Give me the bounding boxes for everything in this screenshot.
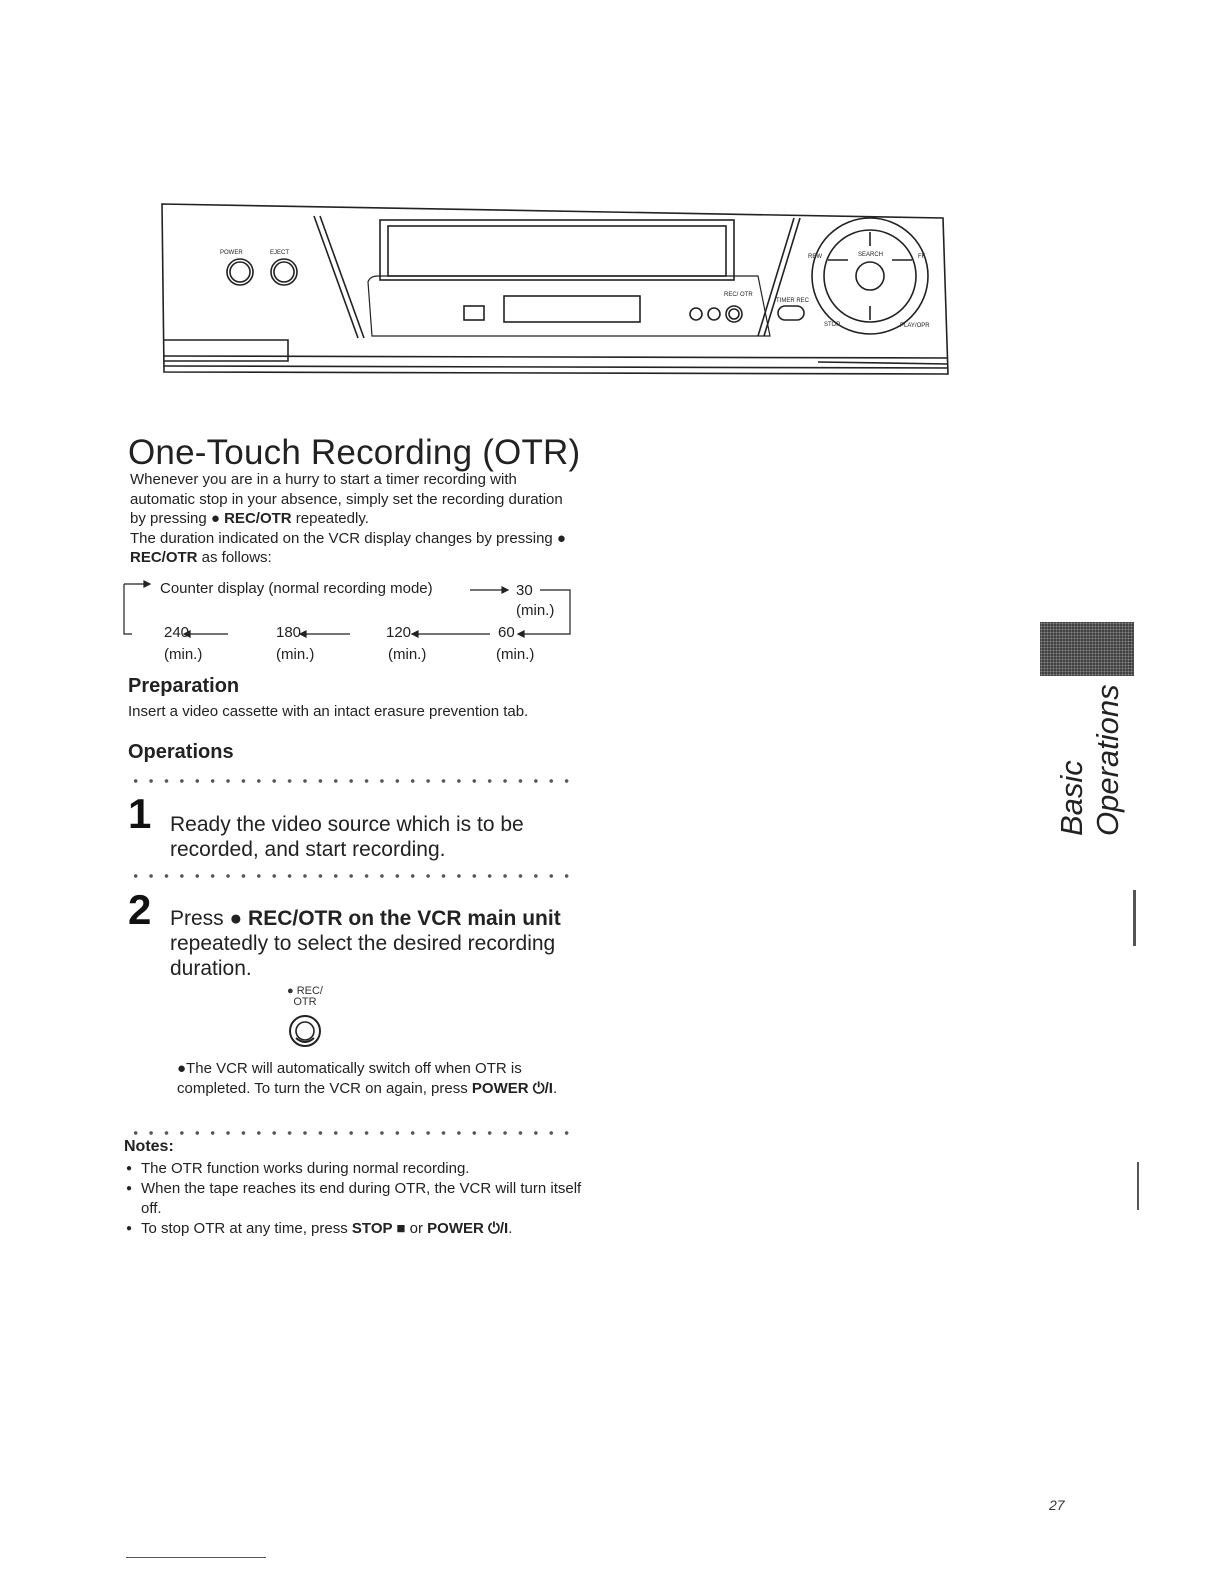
edge-mark <box>1133 890 1136 946</box>
step-1-number: 1 <box>128 790 152 837</box>
flow-180: 180 <box>276 624 302 641</box>
step-2-text: Press ● REC/OTR on the VCR main unit repeatedly to select the desired recording duration. <box>170 907 561 980</box>
preparation-text: Insert a video cassette with an intact erasure prevention tab. <box>128 703 529 720</box>
notes-list <box>124 1159 584 1239</box>
vcr-power-label: POWER <box>220 250 243 256</box>
dotted-divider <box>128 873 574 879</box>
dotted-divider <box>128 778 574 784</box>
list-item: ● When the tape reaches its end during OTR, the VCR will turn itself off. <box>124 1179 584 1219</box>
list-item: ● To stop OTR at any time, press STOP ■ or POWER ⏻/I. <box>124 1219 584 1239</box>
flow-60-unit: (min.) <box>496 646 535 663</box>
preparation-heading: Preparation <box>128 675 240 697</box>
section-tab-marker <box>1040 622 1134 676</box>
list-item: ● The OTR function works during normal recording. <box>124 1159 584 1179</box>
edge-mark <box>1137 1162 1139 1210</box>
section-side-title: Basic Operations <box>1054 684 1125 836</box>
flow-180-unit: (min.) <box>276 646 315 663</box>
flow-30-unit: (min.) <box>516 602 555 619</box>
edge-mark <box>126 1557 266 1558</box>
vcr-rew-label: REW <box>808 254 822 260</box>
notes-heading: Notes: <box>124 1138 174 1155</box>
vcr-rec-otr-label: REC/ OTR <box>724 292 753 298</box>
dotted-divider <box>128 1130 574 1136</box>
page-title: One-Touch Recording (OTR) <box>128 433 581 472</box>
operations-heading: Operations <box>128 741 234 763</box>
duration-cycle-diagram <box>120 578 590 668</box>
flow-120-unit: (min.) <box>388 646 427 663</box>
flow-60: 60 <box>498 624 515 641</box>
vcr-timer-rec-label: TIMER REC <box>776 298 809 304</box>
step-2-number: 2 <box>128 886 152 933</box>
flow-240: 240 <box>164 624 190 641</box>
vcr-eject-label: EJECT <box>270 250 290 256</box>
page-number: 27 <box>1049 1497 1065 1513</box>
vcr-search-label: SEARCH <box>858 252 884 258</box>
vcr-stop-label: STOP <box>824 322 841 328</box>
step-1-text: Ready the video source which is to be recorded, and start recording. <box>170 813 524 861</box>
vcr-play-label: PLAY/OPR <box>900 323 930 329</box>
otr-auto-off-note: ●The VCR will automatically switch off when OTR is completed. To turn the VCR on again, press POWER ⏻/I. <box>177 1060 558 1097</box>
flow-120: 120 <box>386 624 412 641</box>
rec-otr-button-label: ● REC/ OTR <box>287 985 323 1008</box>
flow-30: 30 <box>516 582 533 599</box>
rec-otr-button-icon <box>288 1014 322 1048</box>
flow-counter-display: Counter display (normal recording mode) <box>160 580 433 597</box>
vcr-front-panel-illustration <box>158 196 953 378</box>
vcr-ff-label: FF <box>918 254 926 260</box>
flow-240-unit: (min.) <box>164 646 203 663</box>
intro-text: Whenever you are in a hurry to start a timer recording with automatic stop in your absence, simply set the recording duration by pressing ● REC/OTR repeatedly. The duration indicated on the VCR display changes by pressing ● REC/OTR as follows: <box>130 471 566 566</box>
